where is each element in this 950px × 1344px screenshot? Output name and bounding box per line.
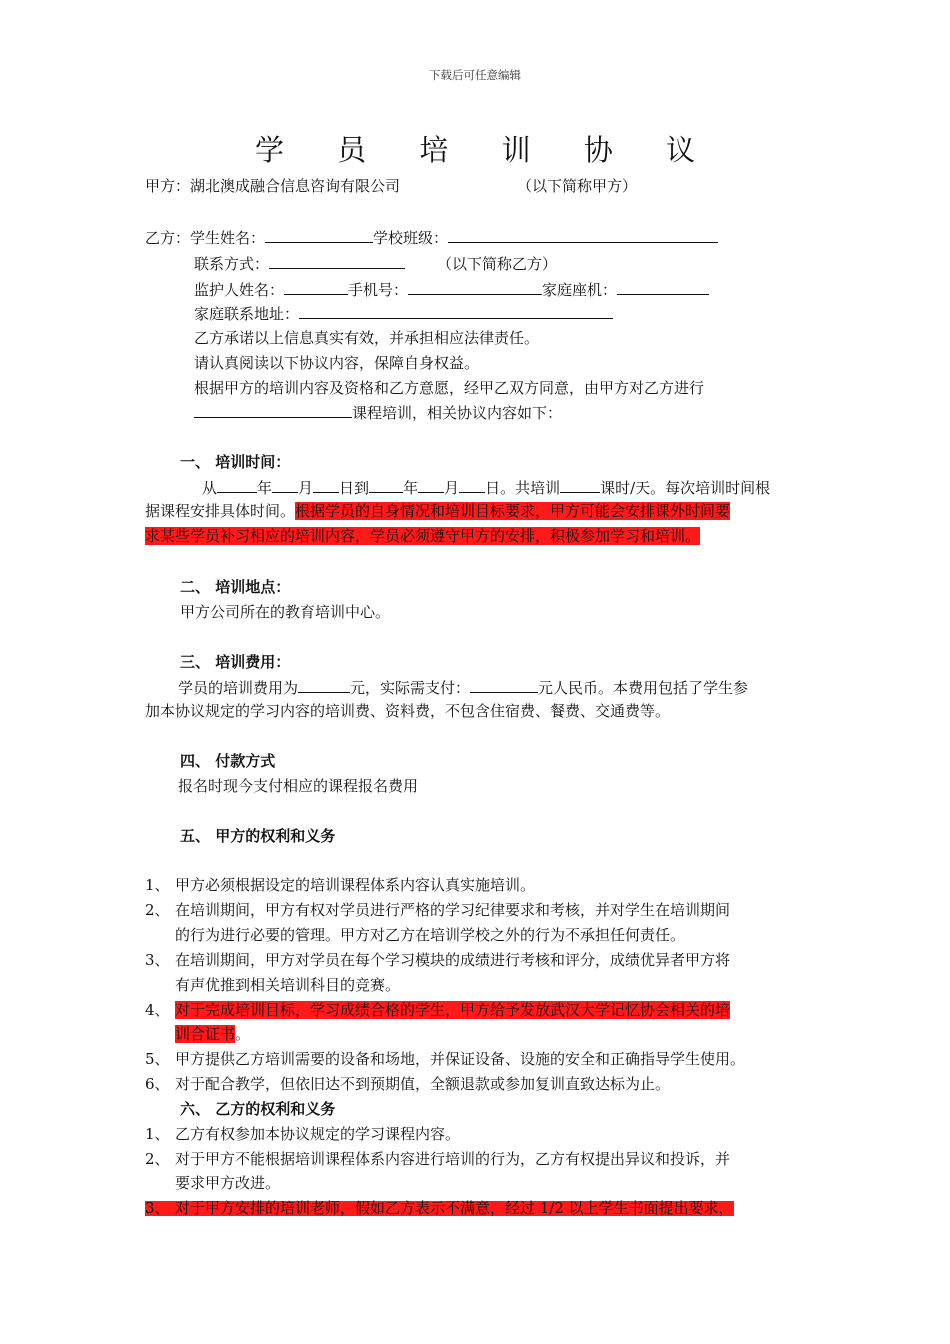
course-blank[interactable] bbox=[194, 405, 352, 418]
s5-item-2-text: 在培训期间，甲方有权对学员进行严格的学习纪律要求和考核，并对学生在培训期间 bbox=[175, 901, 731, 919]
student-name-label: 学生姓名： bbox=[190, 229, 266, 247]
party-a-label: 甲方： bbox=[145, 177, 191, 195]
s5-item-5 bbox=[145, 1052, 745, 1067]
section-1-heading: 一、 培训时间： bbox=[180, 453, 291, 471]
s5-item-2-cont: 的行为进行必要的管理。甲方对乙方在培训学校之外的行为不承担任何责任。 bbox=[175, 926, 686, 944]
s3-line2: 加本协议规定的学习内容的培训费、资料费，不包含住宿费、餐费、交通费等。 bbox=[145, 702, 671, 720]
address-blank[interactable] bbox=[299, 306, 613, 319]
fee-blank[interactable] bbox=[298, 680, 350, 693]
s5-item-5-text: 甲方提供乙方培训需要的设备和场地，并保证设备、设施的安全和正确指导学生使用。 bbox=[175, 1050, 746, 1068]
item-number: 3、 bbox=[145, 951, 170, 969]
course-tail: 课程培训，相关协议内容如下： bbox=[352, 404, 563, 422]
section-4-heading: 四、 付款方式 bbox=[180, 752, 276, 770]
school-class-label: 学校班级： bbox=[373, 229, 449, 247]
party-b-alias: （以下简称乙方） bbox=[437, 255, 558, 273]
s5-item-4-highlight-2: 训合证书 bbox=[175, 1025, 236, 1043]
hours-blank[interactable] bbox=[560, 480, 600, 493]
party-b-line4 bbox=[194, 306, 613, 322]
school-class-blank[interactable] bbox=[448, 230, 718, 243]
s6-item-3-text: 对于甲方安排的培训老师，假如乙方表示不满意，经过 1/2 以上学生书面提出要求， bbox=[175, 1199, 734, 1217]
guardian-label: 监护人姓名： bbox=[194, 281, 285, 299]
basis-text: 根据甲方的培训内容及资格和乙方意愿，经甲乙双方同意，由甲方对乙方进行 bbox=[194, 379, 705, 397]
s2-text: 甲方公司所在的教育培训中心。 bbox=[180, 603, 391, 621]
s6-item-3 bbox=[145, 1201, 734, 1216]
s5-item-4 bbox=[145, 1003, 730, 1018]
end-year-blank[interactable] bbox=[369, 480, 403, 493]
year-text: 年 bbox=[257, 479, 273, 497]
end-day-blank[interactable] bbox=[459, 480, 485, 493]
s6-item-2-cont: 要求甲方改进。 bbox=[175, 1174, 281, 1192]
s5-item-1-text: 甲方必须根据设定的培训课程体系内容认真实施培训。 bbox=[175, 876, 536, 894]
item-number: 1、 bbox=[145, 876, 170, 894]
section-5-heading: 五、 甲方的权利和义务 bbox=[180, 827, 336, 845]
item-number: 2、 bbox=[145, 901, 170, 919]
s6-item-1-text: 乙方有权参加本协议规定的学习课程内容。 bbox=[175, 1125, 461, 1143]
s1-highlight-2: 求某些学员补习相应的培训内容，学员必须遵守甲方的安排，积极参加学习和培训。 bbox=[145, 527, 701, 545]
party-b-line3 bbox=[194, 282, 709, 298]
party-b-label: 乙方： bbox=[145, 229, 191, 247]
s6-item-1 bbox=[145, 1127, 460, 1142]
s5-item-6-text: 对于配合教学，但依旧达不到预期值，全额退款或参加复训直致达标为止。 bbox=[175, 1075, 671, 1093]
home-phone-label: 家庭座机： bbox=[542, 281, 618, 299]
from-text: 从 bbox=[202, 479, 218, 497]
s6-item-2 bbox=[145, 1152, 730, 1167]
section-3-heading: 三、 培训费用： bbox=[180, 653, 291, 671]
item-number: 6、 bbox=[145, 1075, 170, 1093]
s5-item-6 bbox=[145, 1077, 670, 1092]
s5-item-4-end: 。 bbox=[235, 1025, 251, 1043]
mobile-blank[interactable] bbox=[408, 282, 542, 295]
start-year-blank[interactable] bbox=[217, 480, 257, 493]
guardian-blank[interactable] bbox=[284, 282, 348, 295]
section-6-heading: 六、 乙方的权利和义务 bbox=[180, 1100, 336, 1118]
s5-item-3 bbox=[145, 953, 730, 968]
s5-item-3-text: 在培训期间，甲方对学员在每个学习模块的成绩进行考核和评分，成绩优异者甲方将 bbox=[175, 951, 731, 969]
s1-highlight-1: 根据学员的自身情况和培训目标要求，甲方可能会安排课外时间要 bbox=[295, 502, 731, 520]
s6-item-3-highlight bbox=[145, 1201, 734, 1216]
mobile-label: 手机号： bbox=[348, 281, 409, 299]
item-number: 3、 bbox=[145, 1199, 170, 1217]
s3-line1 bbox=[178, 680, 748, 696]
item-number: 5、 bbox=[145, 1050, 170, 1068]
party-a-name: 湖北澳成融合信息咨询有限公司 bbox=[190, 177, 401, 195]
actual-pay-blank[interactable] bbox=[470, 680, 538, 693]
fee-text-a: 学员的培训费用为 bbox=[178, 679, 299, 697]
s5-item-4-cont bbox=[175, 1027, 250, 1042]
address-label: 家庭联系地址： bbox=[194, 305, 300, 323]
day-total-text: 日。共培训 bbox=[485, 479, 561, 497]
item-number: 2、 bbox=[145, 1150, 170, 1168]
item-number: 1、 bbox=[145, 1125, 170, 1143]
party-a-line bbox=[145, 179, 400, 194]
section-2-heading: 二、 培训地点： bbox=[180, 578, 291, 596]
s5-item-4-highlight: 对于完成培训目标，学习成绩合格的学生，甲方给予发放武汉大学记忆协会相关的培 bbox=[175, 1001, 731, 1019]
s5-item-1 bbox=[145, 878, 535, 893]
end-month-blank[interactable] bbox=[418, 480, 444, 493]
s1-line1 bbox=[202, 480, 770, 496]
home-phone-blank[interactable] bbox=[617, 282, 709, 295]
item-number: 4、 bbox=[145, 1001, 170, 1019]
promise-text: 乙方承诺以上信息真实有效，并承担相应法律责任。 bbox=[194, 329, 540, 347]
s1-line3 bbox=[145, 529, 700, 544]
s5-item-2 bbox=[145, 903, 730, 918]
month-text: 月 bbox=[298, 479, 314, 497]
s1-line2 bbox=[145, 504, 730, 519]
s1-line2-plain: 据课程安排具体时间。 bbox=[145, 502, 296, 520]
contact-label: 联系方式： bbox=[194, 255, 270, 273]
fee-text-b: 元，实际需支付： bbox=[350, 679, 471, 697]
day-to-text: 日到 bbox=[339, 479, 370, 497]
s6-item-2-text: 对于甲方不能根据培训课程体系内容进行培训的行为，乙方有权提出异议和投诉，并 bbox=[175, 1150, 731, 1168]
hours-text: 课时/天。每次培训时间根 bbox=[600, 479, 771, 497]
course-line bbox=[194, 405, 562, 421]
start-day-blank[interactable] bbox=[313, 480, 339, 493]
contact-blank[interactable] bbox=[269, 256, 405, 269]
s5-item-3-cont: 有声优推到相关培训科目的竞赛。 bbox=[175, 976, 401, 994]
read-notice-text: 请认真阅读以下协议内容，保障自身权益。 bbox=[194, 354, 480, 372]
month-text-2: 月 bbox=[444, 479, 460, 497]
party-a-alias: （以下简称甲方） bbox=[517, 177, 638, 195]
page-title: 学 员 培 训 协 议 bbox=[254, 133, 718, 167]
year-text-2: 年 bbox=[403, 479, 419, 497]
student-name-blank[interactable] bbox=[265, 230, 373, 243]
s4-text: 报名时现今支付相应的课程报名费用 bbox=[178, 777, 419, 795]
fee-text-c: 元人民币。本费用包括了学生参 bbox=[538, 679, 749, 697]
start-month-blank[interactable] bbox=[272, 480, 298, 493]
party-b-line1 bbox=[145, 230, 718, 246]
header-note: 下载后可任意编辑 bbox=[429, 68, 521, 82]
party-b-line2 bbox=[194, 256, 557, 272]
